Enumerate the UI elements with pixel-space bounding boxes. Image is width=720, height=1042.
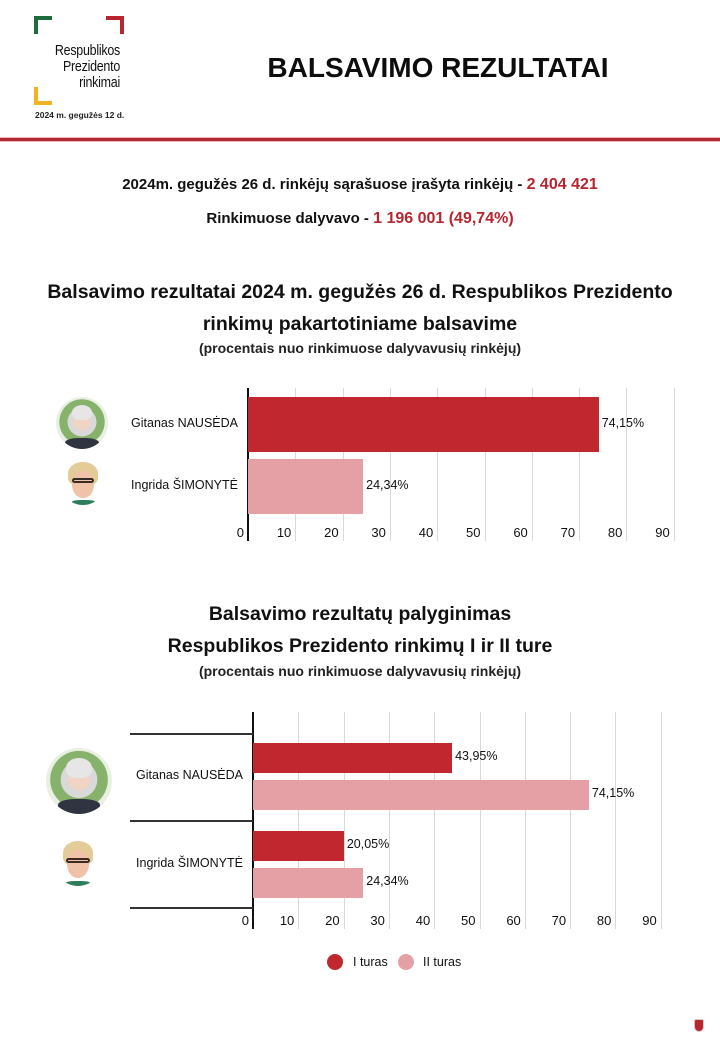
logo-line-2: Prezidento <box>62 59 120 75</box>
turnout-label: Rinkimuose dalyvavo - <box>206 210 374 227</box>
x-tick-label: 0 <box>236 525 244 540</box>
grid-line <box>480 712 481 929</box>
category-divider <box>130 820 253 822</box>
logo-corner-green <box>34 16 52 34</box>
x-tick-label: 0 <box>241 913 249 928</box>
coat-of-arms-icon <box>694 1019 704 1032</box>
legend-round1-label: I turas <box>353 955 388 969</box>
avatar-nauseda <box>46 748 112 814</box>
registered-voters-stat <box>0 176 720 194</box>
bar-simonyte <box>248 459 363 514</box>
registered-voters-value: 2 404 421 <box>526 176 598 193</box>
portrait-face <box>72 471 93 498</box>
bar-value-label: 24,34% <box>366 874 409 888</box>
x-tick-label: 80 <box>607 525 623 540</box>
avatar-simonyte <box>54 838 102 886</box>
logo-line-1: Respublikos <box>54 43 120 59</box>
x-tick-label: 20 <box>325 913 340 928</box>
x-tick-label: 20 <box>324 525 339 540</box>
bar-value-label: 74,15% <box>591 786 635 800</box>
turnout-stat <box>0 210 720 228</box>
bar-value-label: 20,05% <box>346 837 390 851</box>
legend-round2-label: II turas <box>423 955 462 969</box>
chart2-title-line2: Respublikos Prezidento rinkimų I ir II ture <box>167 635 553 657</box>
header-divider <box>0 138 720 141</box>
x-tick-label: 10 <box>276 525 292 540</box>
legend-round2-swatch <box>398 954 414 970</box>
x-tick-label: 40 <box>418 525 434 540</box>
bar-value-label: 74,15% <box>601 416 645 430</box>
chart2-subtitle: (procentais nuo rinkimuose dalyvavusių rinkėjų) <box>198 663 522 679</box>
x-tick-label: 60 <box>506 913 521 928</box>
chart1-title <box>0 276 720 340</box>
x-tick-label: 50 <box>466 525 481 540</box>
candidate-name: Ingrida ŠIMONYTĖ <box>131 478 238 492</box>
x-tick-label: 90 <box>642 913 657 928</box>
chart2-title-line1: Balsavimo rezultatų palyginimas <box>208 603 512 625</box>
x-tick-label: 80 <box>596 913 612 928</box>
registered-voters-label: 2024m. gegužės 26 d. rinkėjų sąrašuose įrašyta rinkėjų - <box>122 176 527 193</box>
x-tick-label: 60 <box>513 525 528 540</box>
chart1-title-line1: Balsavimo rezultatai 2024 m. gegužės 26 d. Respublikos Prezidento <box>47 281 673 303</box>
x-tick-label: 10 <box>279 913 295 928</box>
bar-nauseda-round2 <box>253 780 589 810</box>
x-tick-label: 30 <box>370 913 385 928</box>
portrait-glasses <box>66 858 89 863</box>
election-logo <box>33 16 128 121</box>
grid-line <box>626 388 627 541</box>
x-tick-label: 30 <box>371 525 386 540</box>
grid-line <box>674 388 675 541</box>
logo-date: 2024 m. gegužės 12 d. <box>35 110 125 120</box>
chart1-subtitle: (procentais nuo rinkimuose dalyvavusių rinkėjų) <box>198 340 522 356</box>
page-title: BALSAVIMO REZULTATAI <box>267 52 609 83</box>
candidate-name: Gitanas NAUSĖDA <box>136 767 243 782</box>
chart1-title-line2: rinkimų pakartotiniame balsavime <box>202 313 518 335</box>
x-tick-label: 90 <box>655 525 670 540</box>
x-tick-label: 50 <box>461 913 476 928</box>
grid-line <box>570 712 571 929</box>
bar-simonyte-round1 <box>253 831 344 861</box>
turnout-value: 1 196 001 (49,74%) <box>373 210 514 227</box>
bar-value-label: 24,34% <box>366 478 409 492</box>
bar-value-label: 43,95% <box>455 749 498 763</box>
portrait-glasses <box>72 478 94 483</box>
category-divider <box>130 907 253 909</box>
x-tick-label: 70 <box>551 913 567 928</box>
portrait-face <box>67 850 89 878</box>
x-tick-label: 40 <box>415 913 431 928</box>
bar-nauseda <box>248 397 599 452</box>
logo-line-3: rinkimai <box>79 75 120 91</box>
portrait-shirt <box>66 881 90 886</box>
grid-line <box>525 712 526 929</box>
candidate-name: Gitanas NAUSĖDA <box>131 416 238 430</box>
bar-simonyte-round2 <box>253 868 363 898</box>
category-divider <box>130 733 253 735</box>
candidate-name: Ingrida ŠIMONYTĖ <box>136 855 243 870</box>
x-tick-label: 70 <box>560 525 576 540</box>
legend-round1-swatch <box>327 954 343 970</box>
grid-line <box>615 712 616 929</box>
chart2-title <box>0 598 720 662</box>
avatar-simonyte <box>60 459 106 505</box>
logo-text <box>45 43 120 91</box>
avatar-nauseda <box>56 397 108 449</box>
bar-nauseda-round1 <box>253 743 452 773</box>
logo-corner-red <box>106 16 124 34</box>
grid-line <box>661 712 662 929</box>
portrait-shirt <box>72 500 95 505</box>
